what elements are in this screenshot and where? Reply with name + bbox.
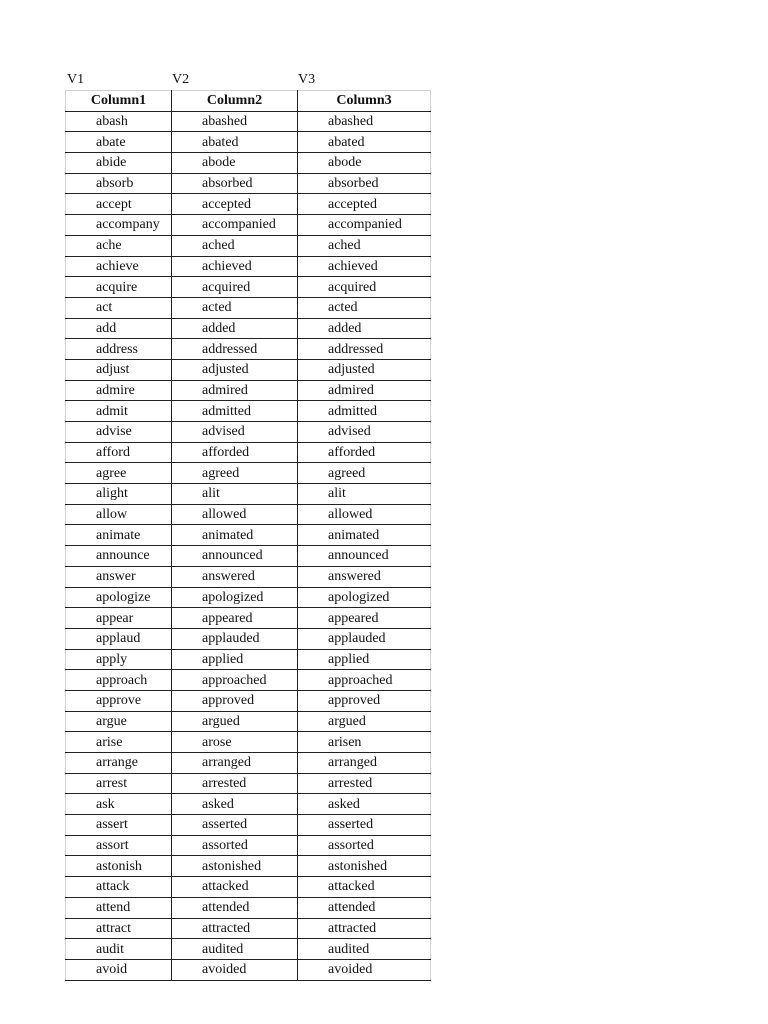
past-participle-cell: attended bbox=[298, 897, 431, 918]
table-row bbox=[66, 587, 431, 608]
past-participle-cell: answered bbox=[298, 566, 431, 587]
past-form-cell: acted bbox=[172, 297, 298, 318]
past-participle-cell: abode bbox=[298, 153, 431, 174]
table-row bbox=[66, 690, 431, 711]
base-form-cell: announce bbox=[66, 546, 172, 567]
base-form-cell: abide bbox=[66, 153, 172, 174]
table-row bbox=[66, 297, 431, 318]
table-row bbox=[66, 401, 431, 422]
table-row bbox=[66, 546, 431, 567]
past-participle-cell: applied bbox=[298, 649, 431, 670]
table-row bbox=[66, 463, 431, 484]
past-form-cell: accepted bbox=[172, 194, 298, 215]
table-row bbox=[66, 339, 431, 360]
base-form-cell: accept bbox=[66, 194, 172, 215]
table-row bbox=[66, 380, 431, 401]
table-row bbox=[66, 359, 431, 380]
table-row bbox=[66, 732, 431, 753]
past-form-cell: avoided bbox=[172, 959, 298, 980]
past-participle-cell: attacked bbox=[298, 877, 431, 898]
base-form-cell: address bbox=[66, 339, 172, 360]
base-form-cell: admire bbox=[66, 380, 172, 401]
base-form-cell: assert bbox=[66, 815, 172, 836]
table-row bbox=[66, 153, 431, 174]
table-row bbox=[66, 794, 431, 815]
past-form-cell: argued bbox=[172, 711, 298, 732]
past-participle-cell: avoided bbox=[298, 959, 431, 980]
base-form-cell: attack bbox=[66, 877, 172, 898]
past-participle-cell: achieved bbox=[298, 256, 431, 277]
base-form-cell: approve bbox=[66, 690, 172, 711]
base-form-cell: advise bbox=[66, 422, 172, 443]
base-form-cell: assort bbox=[66, 835, 172, 856]
past-form-cell: added bbox=[172, 318, 298, 339]
past-participle-cell: arisen bbox=[298, 732, 431, 753]
column-group-labels bbox=[65, 71, 445, 89]
past-form-cell: attracted bbox=[172, 918, 298, 939]
past-participle-cell: approached bbox=[298, 670, 431, 691]
past-participle-cell: alit bbox=[298, 484, 431, 505]
base-form-cell: abash bbox=[66, 111, 172, 132]
table-row bbox=[66, 566, 431, 587]
past-participle-cell: acted bbox=[298, 297, 431, 318]
past-form-cell: arranged bbox=[172, 753, 298, 774]
table-row bbox=[66, 504, 431, 525]
past-form-cell: advised bbox=[172, 422, 298, 443]
past-form-cell: astonished bbox=[172, 856, 298, 877]
base-form-cell: apply bbox=[66, 649, 172, 670]
table-row bbox=[66, 422, 431, 443]
base-form-cell: ask bbox=[66, 794, 172, 815]
past-form-cell: arrested bbox=[172, 773, 298, 794]
past-form-cell: assorted bbox=[172, 835, 298, 856]
base-form-cell: approach bbox=[66, 670, 172, 691]
base-form-cell: attract bbox=[66, 918, 172, 939]
past-participle-cell: arrested bbox=[298, 773, 431, 794]
past-form-cell: applauded bbox=[172, 628, 298, 649]
past-form-cell: asked bbox=[172, 794, 298, 815]
past-participle-cell: audited bbox=[298, 939, 431, 960]
base-form-cell: afford bbox=[66, 442, 172, 463]
past-form-cell: arose bbox=[172, 732, 298, 753]
table-row bbox=[66, 442, 431, 463]
past-form-cell: afforded bbox=[172, 442, 298, 463]
past-form-cell: accompanied bbox=[172, 215, 298, 236]
base-form-cell: argue bbox=[66, 711, 172, 732]
past-form-cell: abode bbox=[172, 153, 298, 174]
group-label-v1: V1 bbox=[67, 72, 85, 87]
table-row bbox=[66, 111, 431, 132]
past-form-cell: animated bbox=[172, 525, 298, 546]
base-form-cell: allow bbox=[66, 504, 172, 525]
past-form-cell: audited bbox=[172, 939, 298, 960]
table-row bbox=[66, 670, 431, 691]
past-participle-cell: admitted bbox=[298, 401, 431, 422]
base-form-cell: acquire bbox=[66, 277, 172, 298]
table-row bbox=[66, 856, 431, 877]
table-row bbox=[66, 939, 431, 960]
past-form-cell: ached bbox=[172, 235, 298, 256]
base-form-cell: act bbox=[66, 297, 172, 318]
table-row bbox=[66, 277, 431, 298]
table-row bbox=[66, 897, 431, 918]
past-form-cell: adjusted bbox=[172, 359, 298, 380]
past-form-cell: admired bbox=[172, 380, 298, 401]
table-row bbox=[66, 256, 431, 277]
base-form-cell: admit bbox=[66, 401, 172, 422]
past-form-cell: apologized bbox=[172, 587, 298, 608]
table-row bbox=[66, 215, 431, 236]
table-row bbox=[66, 484, 431, 505]
table-row bbox=[66, 194, 431, 215]
past-form-cell: absorbed bbox=[172, 173, 298, 194]
column-header: Column1 bbox=[66, 91, 172, 112]
base-form-cell: apologize bbox=[66, 587, 172, 608]
past-form-cell: addressed bbox=[172, 339, 298, 360]
base-form-cell: astonish bbox=[66, 856, 172, 877]
past-participle-cell: appeared bbox=[298, 608, 431, 629]
table-row bbox=[66, 815, 431, 836]
verb-forms-table bbox=[65, 90, 431, 981]
table-row bbox=[66, 835, 431, 856]
table-row bbox=[66, 649, 431, 670]
table-row bbox=[66, 877, 431, 898]
base-form-cell: absorb bbox=[66, 173, 172, 194]
group-label-v3: V3 bbox=[298, 72, 316, 87]
past-participle-cell: afforded bbox=[298, 442, 431, 463]
past-participle-cell: abashed bbox=[298, 111, 431, 132]
base-form-cell: avoid bbox=[66, 959, 172, 980]
base-form-cell: accompany bbox=[66, 215, 172, 236]
table-row bbox=[66, 711, 431, 732]
past-participle-cell: assorted bbox=[298, 835, 431, 856]
past-participle-cell: announced bbox=[298, 546, 431, 567]
past-participle-cell: allowed bbox=[298, 504, 431, 525]
table-row bbox=[66, 773, 431, 794]
past-form-cell: applied bbox=[172, 649, 298, 670]
past-participle-cell: adjusted bbox=[298, 359, 431, 380]
base-form-cell: abate bbox=[66, 132, 172, 153]
base-form-cell: applaud bbox=[66, 628, 172, 649]
base-form-cell: arise bbox=[66, 732, 172, 753]
base-form-cell: achieve bbox=[66, 256, 172, 277]
past-form-cell: attended bbox=[172, 897, 298, 918]
past-form-cell: asserted bbox=[172, 815, 298, 836]
base-form-cell: ache bbox=[66, 235, 172, 256]
table-row bbox=[66, 525, 431, 546]
past-form-cell: answered bbox=[172, 566, 298, 587]
base-form-cell: attend bbox=[66, 897, 172, 918]
past-form-cell: appeared bbox=[172, 608, 298, 629]
base-form-cell: alight bbox=[66, 484, 172, 505]
column-header: Column2 bbox=[172, 91, 298, 112]
past-participle-cell: arranged bbox=[298, 753, 431, 774]
base-form-cell: audit bbox=[66, 939, 172, 960]
past-participle-cell: approved bbox=[298, 690, 431, 711]
table-row bbox=[66, 959, 431, 980]
base-form-cell: arrest bbox=[66, 773, 172, 794]
past-form-cell: approved bbox=[172, 690, 298, 711]
table-row bbox=[66, 132, 431, 153]
base-form-cell: adjust bbox=[66, 359, 172, 380]
past-participle-cell: acquired bbox=[298, 277, 431, 298]
past-participle-cell: apologized bbox=[298, 587, 431, 608]
past-form-cell: allowed bbox=[172, 504, 298, 525]
past-participle-cell: argued bbox=[298, 711, 431, 732]
past-participle-cell: asked bbox=[298, 794, 431, 815]
table-row bbox=[66, 753, 431, 774]
table-row bbox=[66, 608, 431, 629]
table-row bbox=[66, 318, 431, 339]
past-form-cell: approached bbox=[172, 670, 298, 691]
table-body bbox=[66, 111, 431, 980]
table-header-row bbox=[66, 91, 431, 112]
base-form-cell: animate bbox=[66, 525, 172, 546]
past-form-cell: abated bbox=[172, 132, 298, 153]
past-participle-cell: advised bbox=[298, 422, 431, 443]
table-row bbox=[66, 918, 431, 939]
past-participle-cell: asserted bbox=[298, 815, 431, 836]
table-row bbox=[66, 173, 431, 194]
past-form-cell: alit bbox=[172, 484, 298, 505]
past-form-cell: attacked bbox=[172, 877, 298, 898]
past-participle-cell: abated bbox=[298, 132, 431, 153]
base-form-cell: answer bbox=[66, 566, 172, 587]
past-form-cell: announced bbox=[172, 546, 298, 567]
past-participle-cell: animated bbox=[298, 525, 431, 546]
past-form-cell: acquired bbox=[172, 277, 298, 298]
past-participle-cell: admired bbox=[298, 380, 431, 401]
table-row bbox=[66, 235, 431, 256]
past-participle-cell: astonished bbox=[298, 856, 431, 877]
base-form-cell: appear bbox=[66, 608, 172, 629]
past-form-cell: agreed bbox=[172, 463, 298, 484]
base-form-cell: agree bbox=[66, 463, 172, 484]
past-participle-cell: accepted bbox=[298, 194, 431, 215]
past-form-cell: abashed bbox=[172, 111, 298, 132]
past-participle-cell: added bbox=[298, 318, 431, 339]
past-participle-cell: absorbed bbox=[298, 173, 431, 194]
past-participle-cell: attracted bbox=[298, 918, 431, 939]
column-header: Column3 bbox=[298, 91, 431, 112]
past-participle-cell: agreed bbox=[298, 463, 431, 484]
table-row bbox=[66, 628, 431, 649]
base-form-cell: add bbox=[66, 318, 172, 339]
past-form-cell: admitted bbox=[172, 401, 298, 422]
past-form-cell: achieved bbox=[172, 256, 298, 277]
base-form-cell: arrange bbox=[66, 753, 172, 774]
past-participle-cell: accompanied bbox=[298, 215, 431, 236]
past-participle-cell: addressed bbox=[298, 339, 431, 360]
past-participle-cell: applauded bbox=[298, 628, 431, 649]
group-label-v2: V2 bbox=[172, 72, 190, 87]
past-participle-cell: ached bbox=[298, 235, 431, 256]
